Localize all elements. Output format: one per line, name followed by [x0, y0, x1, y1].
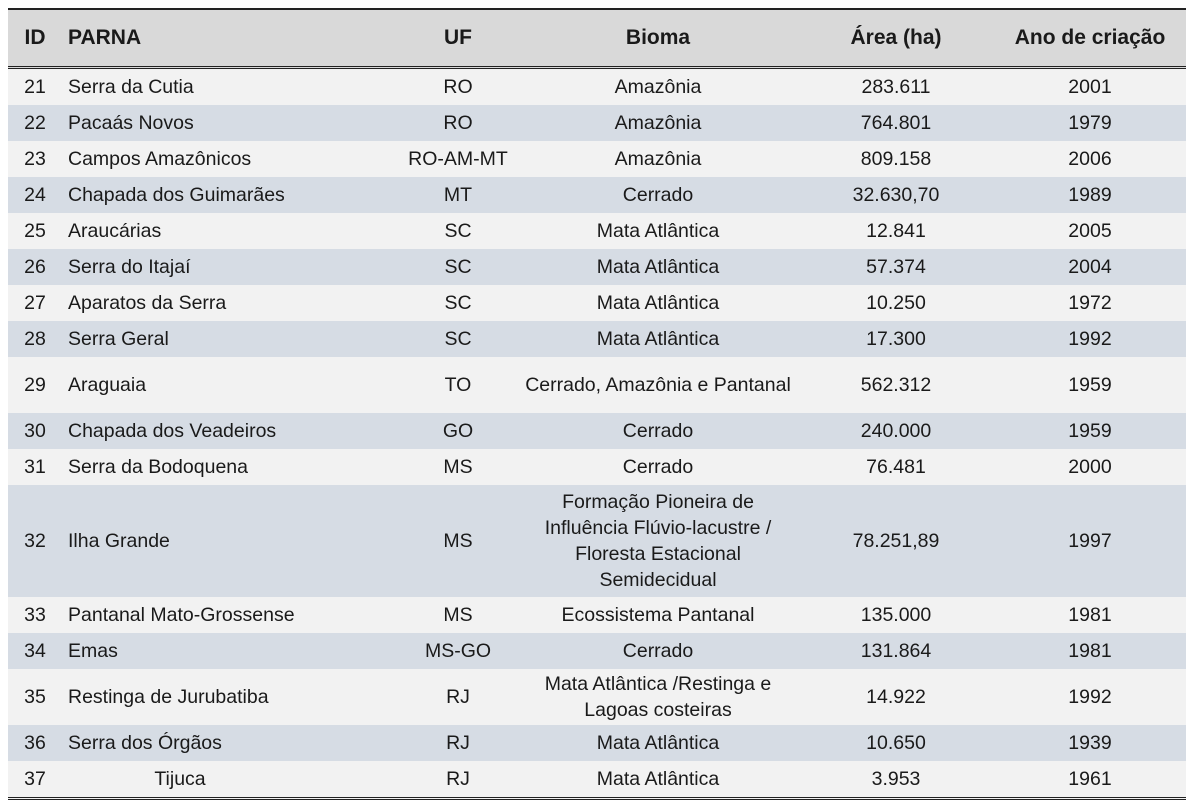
- cell-ano: 2004: [1068, 256, 1112, 278]
- cell-id: 28: [24, 328, 46, 350]
- cell-ano: 2006: [1068, 148, 1112, 170]
- cell-parna: Araucárias: [68, 220, 162, 242]
- cell-area: 809.158: [860, 148, 932, 170]
- cell-ano: 1992: [1068, 686, 1112, 708]
- cell-id: 21: [24, 76, 46, 98]
- cell-uf: MS: [443, 530, 473, 552]
- cell-ano: 1989: [1068, 184, 1112, 206]
- cell-parna: Chapada dos Veadeiros: [68, 420, 277, 442]
- table-row: [8, 213, 1186, 249]
- cell-id: 25: [24, 220, 46, 242]
- cell-uf: MS: [443, 456, 473, 478]
- cell-ano: 2005: [1068, 220, 1112, 242]
- cell-parna: Restinga de Jurubatiba: [68, 686, 269, 708]
- cell-id: 26: [24, 256, 46, 278]
- cell-area: 78.251,89: [852, 530, 940, 552]
- cell-parna: Tijuca: [62, 761, 398, 799]
- cell-id: 31: [24, 456, 46, 478]
- cell-parna: Serra Geral: [68, 328, 169, 350]
- header-uf: UF: [398, 9, 518, 68]
- cell-ano: 1979: [1068, 112, 1112, 134]
- table-row: [8, 68, 1186, 106]
- header-parna: PARNA: [62, 9, 398, 68]
- cell-uf: RO: [443, 76, 473, 98]
- table-row: [8, 449, 1186, 485]
- cell-ano: 1981: [1068, 640, 1112, 662]
- table-header: [8, 9, 1186, 68]
- cell-bioma: Mata Atlântica: [596, 292, 720, 314]
- cell-parna: Chapada dos Guimarães: [68, 184, 285, 206]
- cell-bioma: Mata Atlântica: [518, 761, 798, 799]
- cell-uf: RJ: [446, 732, 470, 754]
- cell-id: 30: [24, 420, 46, 442]
- cell-uf: TO: [444, 374, 472, 396]
- cell-bioma: Cerrado: [622, 456, 694, 478]
- cell-area: 32.630,70: [852, 184, 940, 206]
- cell-ano: 1997: [1068, 530, 1112, 552]
- cell-uf: SC: [444, 328, 472, 350]
- cell-area: 131.864: [860, 640, 932, 662]
- cell-parna: Pacaás Novos: [68, 112, 194, 134]
- cell-bioma: Cerrado: [622, 640, 694, 662]
- cell-area: 76.481: [866, 456, 926, 478]
- table-row: [8, 669, 1186, 725]
- table-row: [8, 485, 1186, 597]
- cell-ano: 1972: [1068, 292, 1112, 314]
- header-id: ID: [8, 9, 62, 68]
- cell-id: 24: [24, 184, 46, 206]
- cell-uf: GO: [442, 420, 474, 442]
- cell-ano: 1939: [1068, 732, 1112, 754]
- table-row: [8, 357, 1186, 413]
- cell-area: 10.650: [866, 732, 926, 754]
- cell-parna: Campos Amazônicos: [68, 148, 252, 170]
- table-row: [8, 597, 1186, 633]
- header-ano: Ano de criação: [994, 9, 1186, 68]
- table-row: [8, 141, 1186, 177]
- cell-ano: 1959: [1068, 420, 1112, 442]
- cell-parna: Pantanal Mato-Grossense: [68, 604, 295, 626]
- cell-bioma: Formação Pioneira de Influência Flúvio-lacustre / Floresta Estacional Semidecidual: [544, 491, 772, 591]
- cell-uf: MS-GO: [424, 640, 492, 662]
- cell-id: 33: [24, 604, 46, 626]
- table-row: [8, 321, 1186, 357]
- table-row: [8, 177, 1186, 213]
- cell-bioma: Cerrado: [622, 420, 694, 442]
- cell-id: 22: [24, 112, 46, 134]
- cell-bioma: Mata Atlântica /Restinga e Lagoas costeiras: [544, 673, 772, 721]
- cell-id: 36: [24, 732, 46, 754]
- cell-bioma: Amazônia: [614, 148, 702, 170]
- cell-bioma: Cerrado, Amazônia e Pantanal: [525, 374, 791, 396]
- cell-parna: Ilha Grande: [68, 530, 170, 552]
- cell-bioma: Mata Atlântica: [596, 732, 720, 754]
- cell-bioma: Amazônia: [614, 112, 702, 134]
- cell-ano: 1981: [1068, 604, 1112, 626]
- cell-area: 764.801: [860, 112, 932, 134]
- cell-id: 29: [24, 374, 46, 396]
- table-row: [8, 285, 1186, 321]
- cell-ano: 1961: [994, 761, 1186, 799]
- cell-parna: Serra do Itajaí: [68, 256, 191, 278]
- table-row: [8, 761, 1186, 799]
- cell-ano: 2000: [1068, 456, 1112, 478]
- table-row: [8, 725, 1186, 761]
- table-row: [8, 249, 1186, 285]
- cell-uf: SC: [444, 292, 472, 314]
- cell-area: 283.611: [861, 76, 931, 98]
- header-row: [8, 9, 1186, 68]
- cell-ano: 1959: [1068, 374, 1112, 396]
- header-area: Área (ha): [798, 9, 994, 68]
- cell-ano: 1992: [1068, 328, 1112, 350]
- cell-area: 562.312: [860, 374, 932, 396]
- cell-id: 27: [24, 292, 46, 314]
- cell-id: 37: [8, 761, 62, 799]
- table-row: [8, 413, 1186, 449]
- cell-area: 135.000: [860, 604, 932, 626]
- cell-uf: RO: [443, 112, 473, 134]
- cell-bioma: Cerrado: [622, 184, 694, 206]
- cell-uf: MT: [443, 184, 473, 206]
- parks-table: [8, 8, 1186, 800]
- cell-area: 240.000: [860, 420, 932, 442]
- cell-uf: SC: [444, 256, 472, 278]
- cell-uf: RJ: [446, 686, 470, 708]
- cell-bioma: Ecossistema Pantanal: [561, 604, 755, 626]
- cell-bioma: Mata Atlântica: [596, 220, 720, 242]
- cell-bioma: Mata Atlântica: [596, 256, 720, 278]
- parks-table-container: [8, 8, 1180, 800]
- cell-area: 3.953: [798, 761, 994, 799]
- cell-parna: Serra dos Órgãos: [68, 732, 222, 754]
- header-bioma: Bioma: [518, 9, 798, 68]
- cell-id: 32: [24, 530, 46, 552]
- cell-area: 17.300: [866, 328, 926, 350]
- cell-uf: RO-AM-MT: [408, 148, 508, 170]
- cell-area: 10.250: [866, 292, 926, 314]
- cell-ano: 2001: [1068, 76, 1112, 98]
- cell-area: 12.841: [866, 220, 926, 242]
- cell-id: 35: [24, 686, 46, 708]
- table-row: [8, 105, 1186, 141]
- cell-area: 14.922: [866, 686, 926, 708]
- cell-parna: Serra da Bodoquena: [68, 456, 248, 478]
- cell-uf: SC: [444, 220, 472, 242]
- table-body: [8, 68, 1186, 799]
- cell-parna: Serra da Cutia: [68, 76, 194, 98]
- cell-bioma: Mata Atlântica: [596, 328, 720, 350]
- table-row: [8, 633, 1186, 669]
- cell-id: 23: [24, 148, 46, 170]
- cell-parna: Emas: [68, 640, 118, 662]
- cell-uf: RJ: [398, 761, 518, 799]
- cell-uf: MS: [443, 604, 473, 626]
- cell-parna: Araguaia: [68, 374, 147, 396]
- cell-area: 57.374: [866, 256, 926, 278]
- cell-id: 34: [24, 640, 46, 662]
- cell-bioma: Amazônia: [614, 76, 702, 98]
- cell-parna: Aparatos da Serra: [68, 292, 227, 314]
